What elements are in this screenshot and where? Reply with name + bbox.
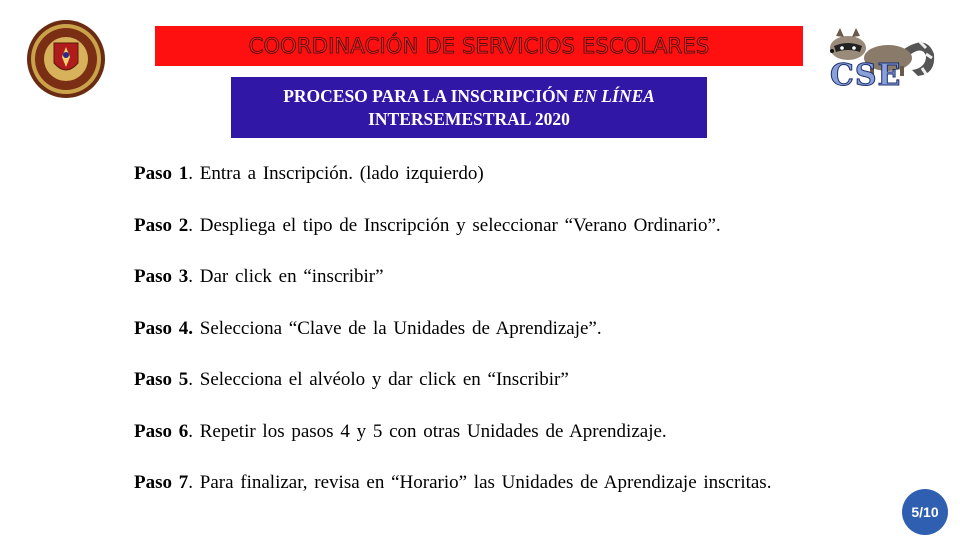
step-item: Paso 7. Para finalizar, revisa en “Horario” las Unidades de Aprendizaje inscritas. <box>134 472 772 493</box>
step-item: Paso 2. Despliega el tipo de Inscripción y seleccionar “Verano Ordinario”. <box>134 214 721 236</box>
process-title-line1: PROCESO PARA LA INSCRIPCIÓN EN LÍNEA <box>283 85 655 106</box>
page-indicator-badge: 5/10 <box>902 489 948 535</box>
step-item: Paso 4. Selecciona “Clave de la Unidades de Aprendizaje”. <box>134 317 602 339</box>
process-title-line2: INTERSEMESTRAL 2020 <box>368 108 570 129</box>
cse-logo-text: CSE <box>830 58 902 93</box>
steps-list <box>134 163 914 524</box>
step-item: Paso 3. Dar click en “inscribir” <box>134 266 384 287</box>
step-item: Paso 5. Selecciona el alvéolo y dar click en “Inscribir” <box>134 369 569 390</box>
university-seal-icon <box>26 19 106 99</box>
title-banner <box>155 26 803 66</box>
raccoon-mascot-icon <box>822 24 938 98</box>
step-item: Paso 1. Entra a Inscripción. (lado izquierdo) <box>134 163 484 184</box>
process-title-box <box>231 77 707 138</box>
banner-title: COORDINACIÓN DE SERVICIOS ESCOLARES <box>248 34 710 58</box>
step-item: Paso 6. Repetir los pasos 4 y 5 con otras Unidades de Aprendizaje. <box>134 420 667 442</box>
